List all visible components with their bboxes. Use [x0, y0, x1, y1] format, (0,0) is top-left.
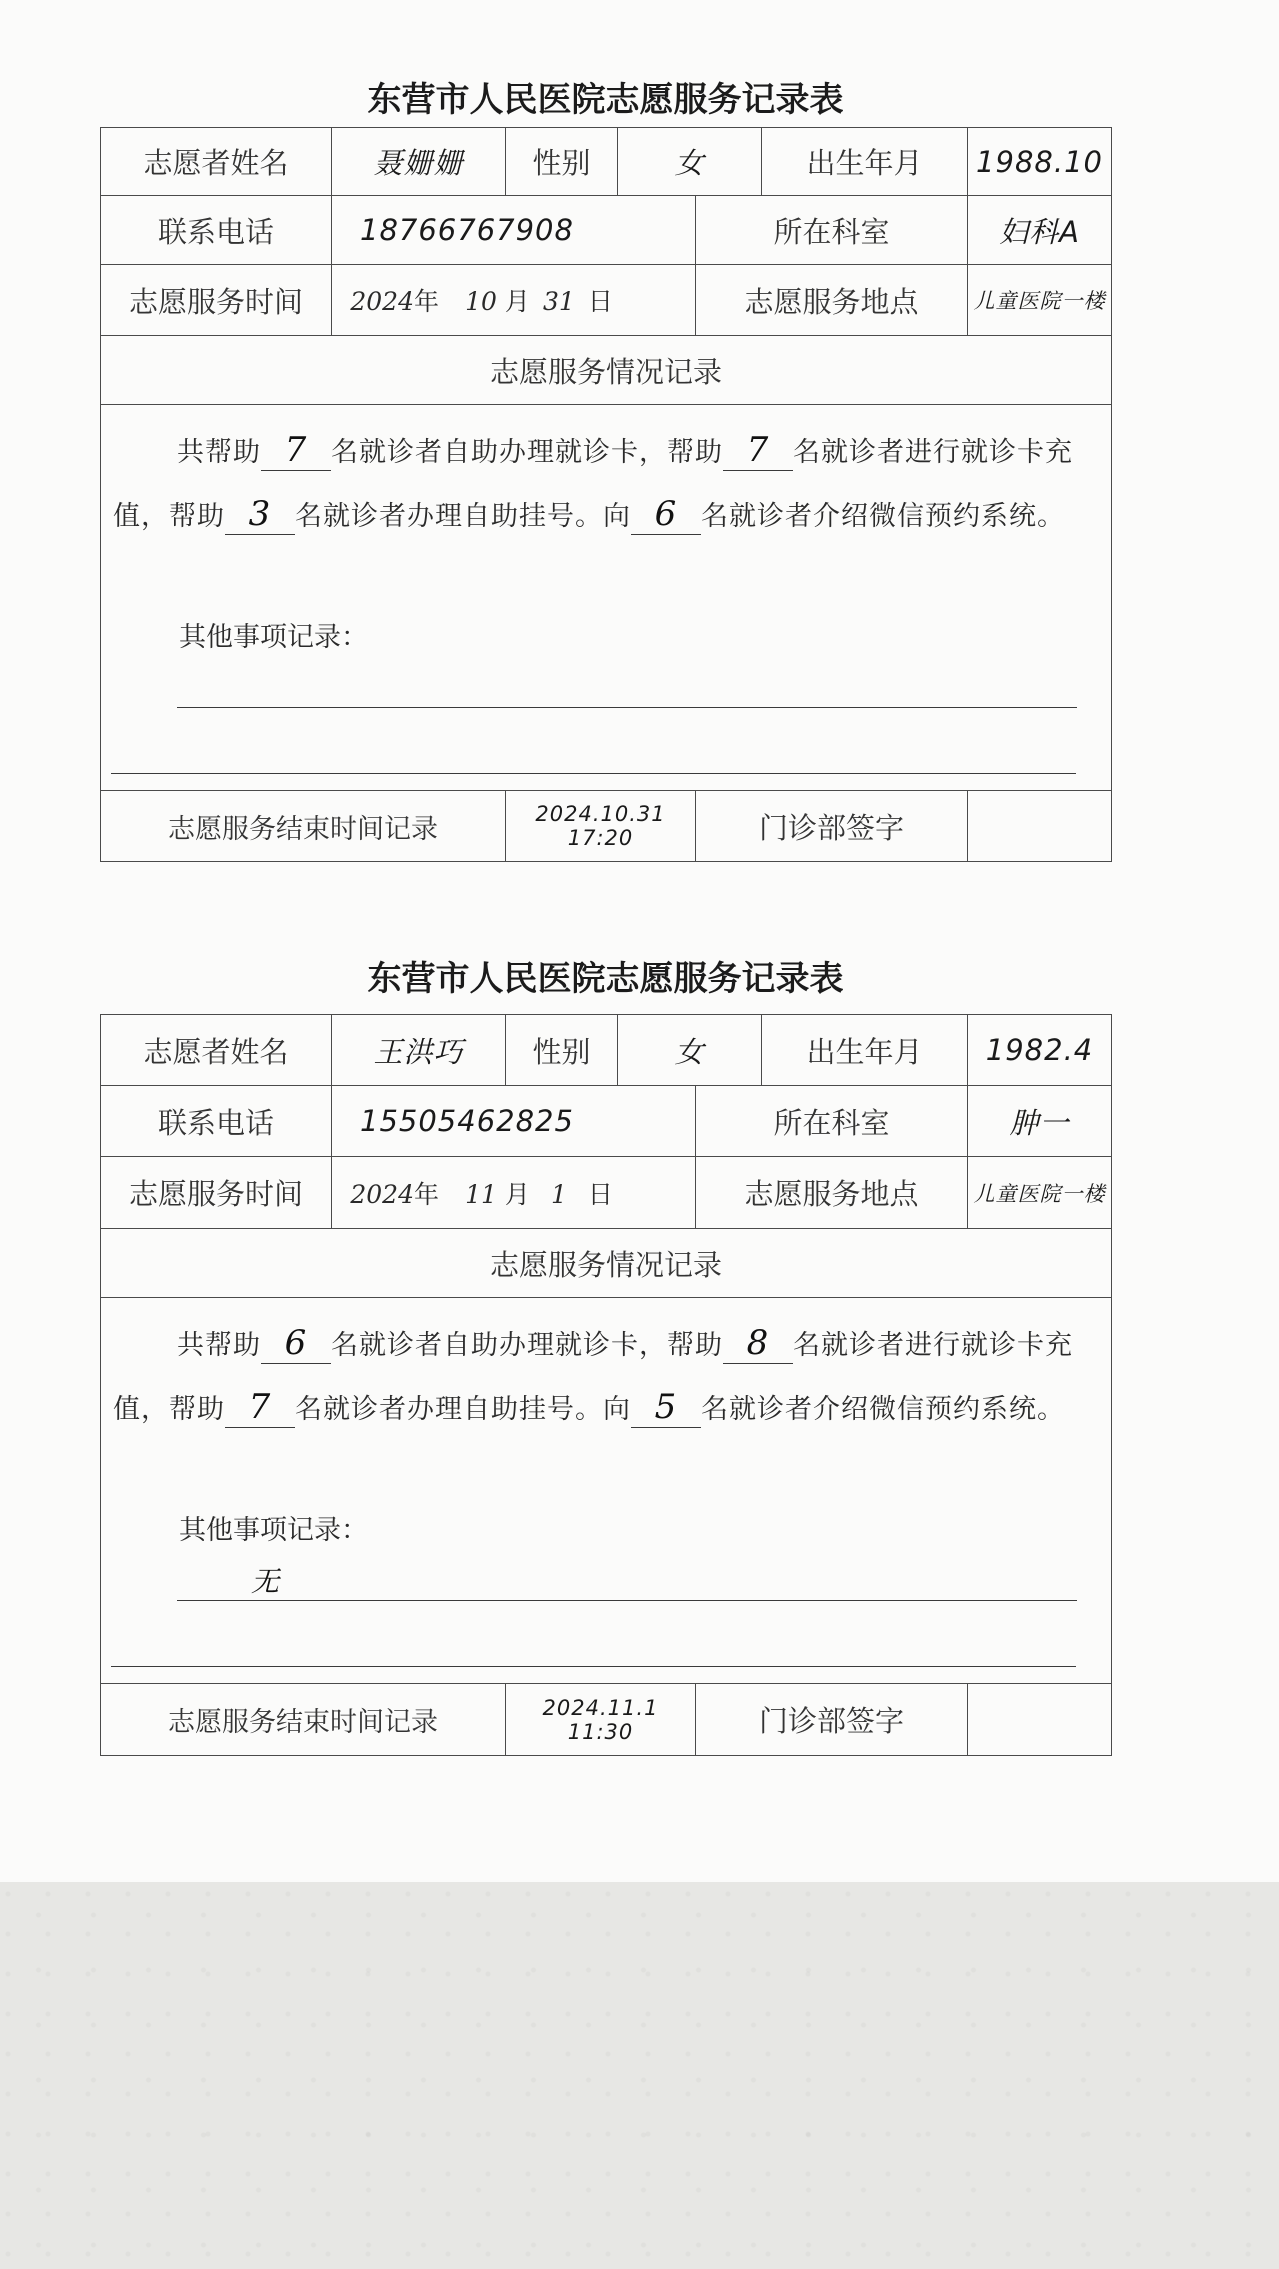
service-day: 31: [542, 287, 575, 316]
record-text: 名就诊者自助办理就诊卡，帮助: [331, 437, 723, 468]
service-time-label: 志愿服务时间: [101, 265, 332, 336]
blank-recharge[interactable]: 7: [723, 430, 793, 471]
name-value[interactable]: 王洪巧: [332, 1015, 506, 1086]
service-place-value[interactable]: 儿童医院一楼: [968, 265, 1112, 336]
service-month: 10: [465, 287, 497, 316]
form-table: [100, 127, 1112, 862]
birth-value[interactable]: 1988.10: [968, 128, 1112, 196]
gender-value[interactable]: 女: [618, 128, 762, 196]
blank-cards[interactable]: 7: [261, 430, 331, 471]
name-label: 志愿者姓名: [101, 1015, 332, 1086]
record-body: [101, 1298, 1112, 1684]
record-text: 名就诊者自助办理就诊卡，帮助: [331, 1330, 723, 1361]
form-title: 东营市人民医院志愿服务记录表: [367, 959, 844, 999]
phone-label: 联系电话: [101, 196, 332, 265]
birth-value[interactable]: 1982.4: [968, 1015, 1112, 1086]
month-unit: 月: [504, 287, 530, 316]
gender-label: 性别: [506, 1015, 618, 1086]
record-text: 名就诊者办理自助挂号。向: [295, 501, 631, 532]
record-body: [101, 405, 1112, 791]
service-day: 1: [550, 1179, 567, 1209]
service-time-value[interactable]: [332, 1157, 696, 1229]
record-text: 共帮助: [177, 437, 261, 468]
service-place-label: 志愿服务地点: [696, 265, 968, 336]
birth-label: 出生年月: [762, 1015, 968, 1086]
end-time-value[interactable]: 2024.10.31 17:20: [506, 791, 696, 862]
name-value[interactable]: 聂姗姗: [332, 128, 506, 196]
record-text: 名就诊者办理自助挂号。向: [295, 1394, 631, 1425]
signature-value[interactable]: [968, 791, 1112, 862]
other-items-line: [111, 773, 1076, 774]
gender-value[interactable]: 女: [618, 1015, 762, 1086]
year-unit: 年: [414, 1179, 440, 1209]
month-unit: 月: [504, 1179, 530, 1209]
signature-label: 门诊部签字: [696, 1684, 968, 1756]
section-header: 志愿服务情况记录: [101, 336, 1112, 405]
form-table: [100, 1014, 1112, 1756]
other-items-line: [177, 1600, 1077, 1601]
other-items-line: [111, 1666, 1076, 1667]
service-year: 2024: [350, 287, 414, 316]
blank-cards[interactable]: 6: [261, 1323, 331, 1364]
day-unit: 日: [587, 1179, 613, 1209]
service-place-value[interactable]: 儿童医院一楼: [968, 1157, 1112, 1229]
end-time-label: 志愿服务结束时间记录: [101, 791, 506, 862]
phone-value[interactable]: 18766767908: [332, 196, 696, 265]
dept-value[interactable]: 妇科A: [968, 196, 1112, 265]
phone-value[interactable]: 15505462825: [332, 1086, 696, 1157]
other-items-label: 其他事项记录：: [179, 1515, 368, 1546]
service-place-label: 志愿服务地点: [696, 1157, 968, 1229]
dept-label: 所在科室: [696, 1086, 968, 1157]
name-label: 志愿者姓名: [101, 128, 332, 196]
blank-register[interactable]: 7: [225, 1387, 295, 1428]
desk-surface: [0, 1882, 1279, 2269]
year-unit: 年: [414, 287, 440, 316]
blank-recharge[interactable]: 8: [723, 1323, 793, 1364]
blank-register[interactable]: 3: [225, 494, 295, 535]
record-paragraph: [113, 421, 1098, 549]
record-text: 名就诊者介绍微信预约系统。: [701, 501, 1065, 532]
other-items-label: 其他事项记录：: [179, 622, 368, 653]
service-year: 2024: [350, 1179, 414, 1209]
service-month: 11: [465, 1179, 497, 1209]
blank-wechat[interactable]: 5: [631, 1387, 701, 1428]
service-time-value[interactable]: [332, 265, 696, 336]
dept-value[interactable]: 肿一: [968, 1086, 1112, 1157]
end-time-label: 志愿服务结束时间记录: [101, 1684, 506, 1756]
dept-label: 所在科室: [696, 196, 968, 265]
section-header: 志愿服务情况记录: [101, 1229, 1112, 1298]
record-text: 名就诊者介绍微信预约系统。: [701, 1394, 1065, 1425]
birth-label: 出生年月: [762, 128, 968, 196]
form-title: 东营市人民医院志愿服务记录表: [367, 80, 844, 120]
phone-label: 联系电话: [101, 1086, 332, 1157]
other-items-value[interactable]: 无: [251, 1565, 280, 1598]
signature-value[interactable]: [968, 1684, 1112, 1756]
service-time-label: 志愿服务时间: [101, 1157, 332, 1229]
day-unit: 日: [587, 287, 613, 316]
record-text: 共帮助: [177, 1330, 261, 1361]
signature-label: 门诊部签字: [696, 791, 968, 862]
record-text: 名就诊者进行就诊卡充值，帮助: [113, 1330, 1073, 1425]
blank-wechat[interactable]: 6: [631, 494, 701, 535]
record-text: 名就诊者进行就诊卡充值，帮助: [113, 437, 1073, 532]
gender-label: 性别: [506, 128, 618, 196]
end-time-value[interactable]: 2024.11.1 11:30: [506, 1684, 696, 1756]
other-items-line: [177, 707, 1077, 708]
record-paragraph: [113, 1314, 1098, 1442]
